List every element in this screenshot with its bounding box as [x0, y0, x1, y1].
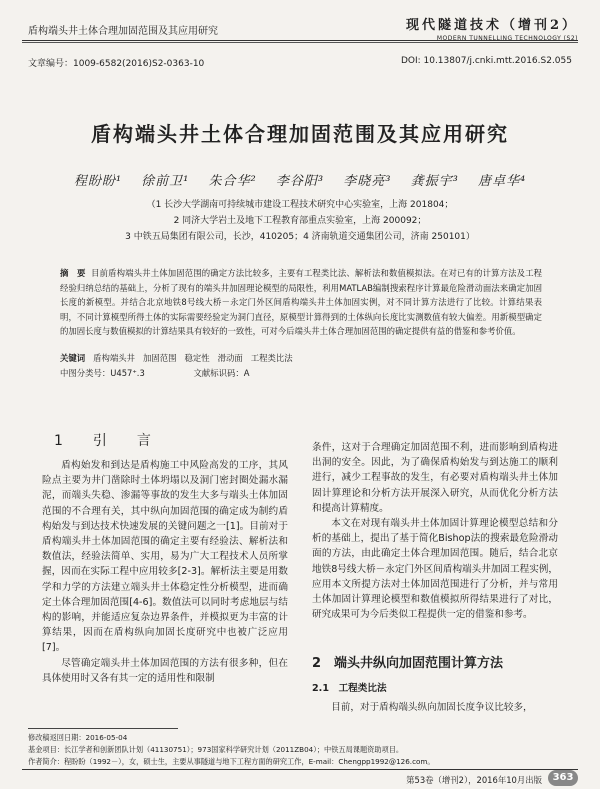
author: 程盼盼¹ [73, 174, 123, 189]
author: 唐卓华⁴ [477, 174, 527, 189]
document-code: 文献标识码：A [193, 368, 250, 378]
keyword: 盾构端头井 [93, 353, 135, 363]
left-column [42, 458, 288, 686]
affiliation: （1 长沙大学湖南可持续城市建设工程技术研究中心实验室，上海 201804； [146, 200, 454, 210]
right-column-bottom [312, 700, 558, 715]
author: 徐前卫¹ [141, 174, 190, 189]
abstract-text: 目前盾构端头井土体加固范围的确定方法比较多，主要有工程类比法、解析法和数值模拟法。在对已有的计算方法及工程经验归纳总结的基础上，分析了现有的端头井加固理论模型的局限性，利用MATLAB编制搜索程序计算最危险滑动面法来确定加固长度的新模型。并结合北京地铁8号线大桥－永定门外区间盾构端头井土体加固实例，对不同计算方法进行了比较。计算结果表明，不同计算模型所得土体的实际需要经验定为洞门直径，原模型计算得到的土体纵向长度比实测数值有较大偏差。用新模型确定的加固长度与数值模拟的计算结果具有较好的一致性，可对今后端头井土体合理加固范围的确定提供有益的借鉴和参考价值。 [60, 268, 542, 336]
affiliation: 2 同济大学岩土及地下工程教育部重点实验室，上海 200092； [173, 216, 427, 226]
keywords [60, 352, 542, 364]
affiliation: 3 中铁五局集团有限公司，长沙，410205；4 济南轨道交通集团公司，济南 250101） [125, 232, 475, 242]
right-column [312, 440, 558, 622]
author-list [0, 170, 600, 189]
header-rule-thin [22, 42, 578, 43]
keyword: 加固范围 [143, 353, 177, 363]
author: 李晓亮³ [343, 174, 392, 189]
paragraph: 盾构始发和到达是盾构施工中风险高发的工序，其风险点主要为井门凿除时土体坍塌以及洞门密封圈处漏水漏泥，而端头失稳、渗漏等事故的发生大多与端头土体加固范围的不合理有关，其中纵向加固范围的确定成为制约盾构始发与到达技术快速发展的关键问题之一[1]。目前对于盾构端头井土体加固范围的确定主要有经验法、解析法和数值法，经验法简单、实用，易为广大工程技术人员所掌握，因而在实际工程中应用较多[2-3]。解析法主要是用数学和力学的方法建立端头井土体稳定性分析模型，进而确定土体合理加固范围[4-6]。数值法可以同时考虑地层与结构的影响，并能适应复杂边界条件，并模拟更为丰富的计算结果，因而在盾构纵向加固长度研究中也被广泛应用[7]。 [42, 460, 288, 654]
paragraph: 目前，对于盾构端头纵向加固长度争议比较多， [331, 702, 533, 713]
clc-number: 中图分类号：U457⁺.3 [60, 368, 145, 378]
doi: DOI: 10.13807/j.cnki.mtt.2016.S2.055 [400, 56, 572, 66]
footer-rule [22, 769, 578, 770]
paragraph: 尽管确定端头井土体加固范围的方法有很多种，但在具体使用时又各有其一定的适用性和限制 [42, 657, 288, 684]
keyword: 工程类比法 [250, 353, 293, 363]
author: 龚振宇³ [410, 174, 459, 189]
journal-name-cn: 现代隧道技术（增刊2） [405, 18, 578, 33]
footnote-author: 作者简介：程盼盼（1992－），女，硕士生，主要从事隧道与地下工程方面的研究工作，E-mail：Chengpp1992@126.com。 [28, 757, 435, 766]
author: 朱合华² [208, 174, 257, 189]
page-number: 363 [548, 770, 578, 786]
section-2-heading: 2 端头井纵向加固范围计算方法 [312, 656, 504, 671]
paragraph: 本文在对现有端头井土体加固计算理论模型总结和分析的基础上，提出了基于简化Bishop法的搜索最危险滑动面的方法，由此确定土体合理加固范围。随后，结合北京地铁8号线大桥－永定门外区间盾构端头井加固工程实例，应用本文所提方法对土体加固范围进行了分析，并与常用土体加固计算理论模型和数值模拟所得结果进行了对比，研究成果可为今后类似工程提供一定的借鉴和参考。 [312, 518, 558, 621]
journal-name-en: MODERN TUNNELLING TECHNOLOGY (S2) [436, 35, 578, 42]
header-rule [22, 40, 578, 41]
keyword: 稳定性 [184, 353, 210, 363]
abstract-label: 摘 要 [60, 268, 86, 278]
paragraph: 条件，这对于合理确定加固范围不利，进而影响到盾构进出洞的安全。因此，为了确保盾构始发与到达施工的顺利进行，减少工程事故的发生，有必要对盾构端头井土体加固计算理论和分析方法开展深入研究，从而优化分析方法和提高计算精度。 [312, 442, 558, 514]
keyword: 滑动面 [217, 353, 243, 363]
section-1-heading: 1 引 言 [54, 433, 159, 449]
footnote-received: 修改稿返回日期：2016-05-04 [28, 733, 128, 742]
subsection-2-1-heading: 2.1 工程类比法 [312, 683, 387, 694]
journal-masthead [406, 14, 578, 42]
issue-info: 第53卷（增刊2），2016年10月出版 [406, 775, 542, 785]
footnote-rule [28, 728, 178, 729]
article-number: 文章编号：1009-6582(2016)S2-0363-10 [28, 59, 205, 69]
footnote-funding: 基金项目：长江学者和创新团队计划（41130751）；973国家科学研究计划（2011ZB04）；中铁五局课题资助项目。 [28, 745, 404, 754]
paper-title: 盾构端头井土体合理加固范围及其应用研究 [91, 122, 509, 146]
running-title: 盾构端头井土体合理加固范围及其应用研究 [28, 26, 218, 37]
classification [60, 367, 295, 379]
abstract [60, 266, 542, 339]
author: 李谷阳³ [275, 174, 325, 189]
keywords-label: 关键词 [60, 353, 86, 363]
